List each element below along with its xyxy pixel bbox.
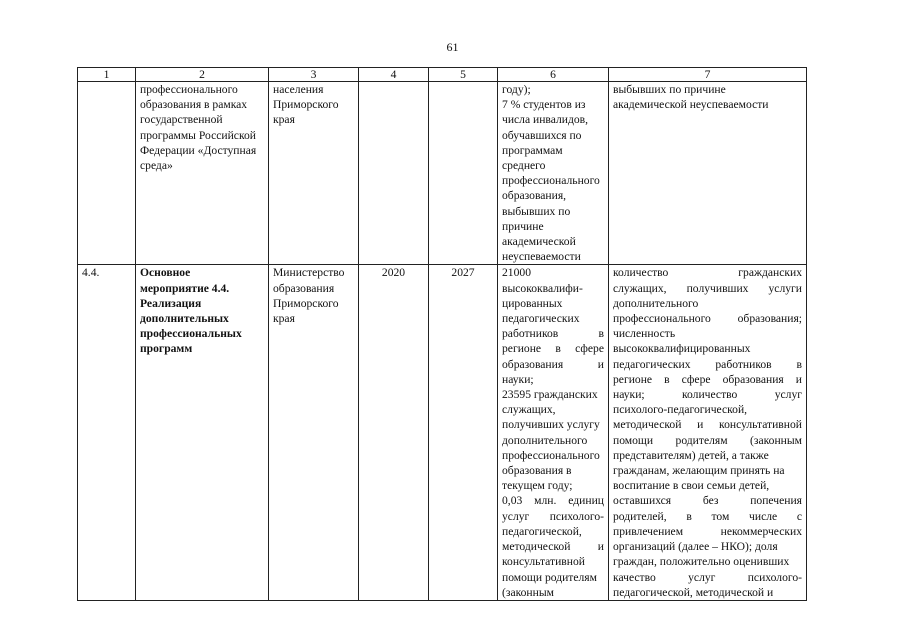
table-row-continued	[78, 82, 807, 265]
cell-line: методической и	[502, 540, 604, 554]
cell-line: неуспеваемости	[502, 250, 581, 264]
cell-line: методической и консультативной	[613, 418, 802, 432]
cell-line: текущем году;	[502, 479, 573, 493]
cell-line: 7 % студентов из	[502, 98, 586, 112]
cell-line: родителей, в том числе с	[613, 509, 802, 523]
cell-line: гражданам, желающим принять на	[613, 464, 785, 478]
column-header-1: 1	[78, 68, 136, 82]
cell-line: профессионального	[502, 448, 600, 462]
cell-line: академической	[502, 235, 576, 249]
cell-line: программы Российской	[140, 128, 256, 142]
cell-line: году);	[502, 83, 531, 96]
cell-line: края	[273, 113, 295, 127]
cell-line: государственной	[140, 113, 223, 127]
cell-line: педагогической, методической и	[613, 585, 774, 599]
cell-line: программам	[502, 143, 563, 157]
cell-line: выбывших по	[502, 204, 571, 218]
cell-line: консультативной	[502, 555, 585, 569]
cell-line: 23595 гражданских	[502, 388, 598, 402]
cell-line: обучавшихся по	[502, 128, 582, 142]
cell-number	[78, 82, 136, 265]
cell-line: академической неуспеваемости	[613, 98, 769, 112]
cell-line: оставшихся без попечения	[613, 494, 802, 508]
cell-line: науки; количество услуг	[613, 388, 802, 402]
cell-end-year	[429, 82, 498, 265]
cell-line: образования,	[502, 189, 567, 203]
cell-line: дополнительного	[613, 296, 699, 310]
cell-line: образования и	[502, 357, 604, 371]
cell-line: граждан, положительно оценивших	[613, 555, 790, 569]
cell-line: помощи родителям	[502, 570, 597, 584]
cell-line: качество услуг психолого-	[613, 570, 802, 584]
cell-line: (законным	[502, 585, 554, 599]
cell-indicators	[609, 82, 807, 265]
cell-line: 21000	[502, 266, 531, 280]
column-header-2: 2	[136, 68, 269, 82]
cell-line: педагогических работников в	[613, 357, 802, 371]
cell-line: Министерство	[273, 266, 345, 280]
cell-line: Приморского	[273, 296, 339, 310]
page-number: 61	[446, 40, 459, 54]
cell-responsible	[269, 82, 359, 265]
cell-line: Реализация	[140, 296, 202, 310]
cell-line: 0,03 млн. единиц	[502, 494, 604, 508]
cell-line: края	[273, 312, 295, 326]
cell-line: населения	[273, 83, 324, 96]
cell-line: организаций (далее – НКО); доля	[613, 540, 778, 554]
cell-activity	[136, 82, 269, 265]
table-row-4-4	[78, 265, 807, 600]
cell-end-year: 2027	[429, 265, 498, 600]
cell-activity	[136, 265, 269, 600]
cell-line: профессиональных	[140, 327, 242, 341]
cell-line: количество гражданских	[613, 266, 802, 280]
cell-line: численность	[613, 327, 676, 341]
cell-line: цированных	[502, 296, 563, 310]
cell-line: профессионального	[140, 83, 238, 96]
cell-line: программ	[140, 342, 193, 356]
cell-line: науки;	[502, 372, 534, 386]
cell-line: образования	[273, 281, 335, 295]
cell-line: среднего	[502, 159, 546, 173]
cell-line: дополнительных	[140, 312, 229, 326]
cell-start-year: 2020	[359, 265, 429, 600]
cell-line: услуг психолого-	[502, 509, 604, 523]
cell-line: Федерации «Доступная	[140, 143, 257, 157]
cell-line: работников в	[502, 327, 604, 341]
cell-line: профессионального	[502, 174, 600, 188]
column-header-6: 6	[498, 68, 609, 82]
cell-expected-result	[498, 82, 609, 265]
cell-line: регионе в сфере образования и	[613, 372, 802, 386]
cell-number: 4.4.	[78, 265, 136, 600]
cell-line: получивших услугу	[502, 418, 600, 432]
cell-indicators	[609, 265, 807, 600]
program-table	[77, 67, 807, 601]
cell-line: мероприятие 4.4.	[140, 281, 230, 295]
cell-line: служащих,	[502, 403, 556, 417]
cell-line: привлечением некоммерческих	[613, 524, 802, 538]
cell-line: высококвалифи-	[502, 281, 583, 295]
cell-line: Основное	[140, 266, 191, 280]
cell-line: Приморского	[273, 98, 339, 112]
cell-line: образования в	[502, 464, 572, 478]
cell-start-year	[359, 82, 429, 265]
column-header-4: 4	[359, 68, 429, 82]
cell-line: выбывших по причине	[613, 83, 726, 96]
column-header-3: 3	[269, 68, 359, 82]
cell-line: дополнительного	[502, 433, 588, 447]
cell-line: служащих, получивших услуги	[613, 281, 802, 295]
cell-line: воспитание в свои семьи детей,	[613, 479, 770, 493]
column-header-7: 7	[609, 68, 807, 82]
cell-line: высококвалифицированных	[613, 342, 751, 356]
column-header-5: 5	[429, 68, 498, 82]
cell-line: числа инвалидов,	[502, 113, 589, 127]
cell-line: представителям) детей, а также	[613, 448, 769, 462]
cell-responsible	[269, 265, 359, 600]
cell-expected-result	[498, 265, 609, 600]
cell-line: профессионального образования;	[613, 312, 802, 326]
cell-line: причине	[502, 219, 544, 233]
cell-line: среда»	[140, 159, 173, 173]
cell-line: педагогических	[502, 312, 580, 326]
column-number-row	[78, 68, 807, 82]
cell-line: образования в рамках	[140, 98, 248, 112]
cell-line: психолого-педагогической,	[613, 403, 748, 417]
cell-line: педагогической,	[502, 524, 582, 538]
cell-line: регионе в сфере	[502, 342, 604, 356]
cell-line: помощи родителям (законным	[613, 433, 802, 447]
